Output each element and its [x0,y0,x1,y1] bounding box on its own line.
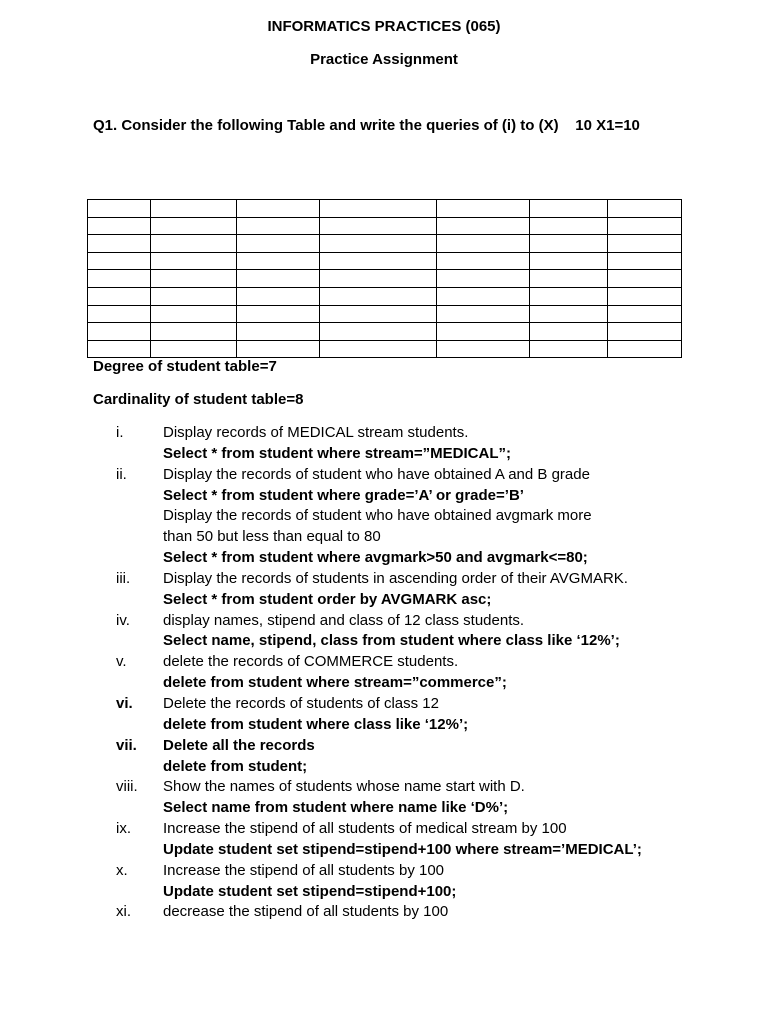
degree-line: Degree of student table=7 [93,358,277,375]
table-cell [88,252,151,270]
table-row [88,323,682,341]
table-cell [437,235,530,253]
table-cell [236,200,319,218]
table-cell [530,235,608,253]
table-cell [88,305,151,323]
sql-query: Select * from student order by AVGMARK asc; [163,590,492,608]
item-text: Increase the stipend of all students by 100 [163,861,445,879]
item-text: decrease the stipend of all students by 100 [163,903,449,921]
table-cell [236,270,319,288]
sql-query: Update student set stipend=stipend+100 where stream=’MEDICAL’; [163,840,642,858]
table-cell [319,270,437,288]
table-row [88,287,682,305]
table-cell [150,270,236,288]
table-cell [236,305,319,323]
item-number: xi. [116,903,131,921]
table-cell [150,287,236,305]
table-cell [88,235,151,253]
item-number: ii. [116,465,127,483]
sql-query: Select * from student where stream=”MEDICAL”; [163,444,511,462]
list-item [0,777,768,798]
table-cell [88,270,151,288]
table-cell [319,252,437,270]
table-cell [319,323,437,341]
table-cell [236,323,319,341]
table-cell [437,305,530,323]
list-item [0,652,768,673]
table-cell [236,217,319,235]
table-cell [319,200,437,218]
list-item [0,694,768,715]
list-item [0,527,768,548]
item-text: display names, stipend and class of 12 class students. [163,611,525,629]
item-number: iii. [116,569,131,587]
table-cell [236,252,319,270]
table-cell [608,217,682,235]
sql-query: Select * from student where grade=’A’ or grade=’B’ [163,486,524,504]
list-item [0,819,768,840]
cardinality-line: Cardinality of student table=8 [93,391,304,408]
list-item [0,861,768,882]
item-text: Display the records of student who have obtained avgmark more [163,507,592,525]
table-cell [437,270,530,288]
sql-query: Select * from student where avgmark>50 and avgmark<=80; [163,549,588,567]
item-text: Show the names of students whose name start with D. [163,778,525,796]
list-item [0,840,768,861]
list-item [0,798,768,819]
list-item [0,757,768,778]
table-cell [150,217,236,235]
table-row [88,217,682,235]
document-subtitle: Practice Assignment [310,51,458,68]
document-title: INFORMATICS PRACTICES (065) [267,18,501,35]
table-cell [88,340,151,358]
table-cell [608,323,682,341]
table-cell [437,323,530,341]
table-cell [319,235,437,253]
list-item [0,569,768,590]
table-cell [608,340,682,358]
list-item [0,423,768,444]
list-item [0,673,768,694]
list-item [0,486,768,507]
item-text: than 50 but less than equal to 80 [163,528,381,546]
table-row [88,200,682,218]
table-cell [530,270,608,288]
item-number: viii. [116,778,138,796]
table-cell [608,200,682,218]
item-text: delete the records of COMMERCE students. [163,653,459,671]
sql-query: delete from student where stream=”commerce”; [163,674,507,692]
table-cell [437,287,530,305]
list-item [0,444,768,465]
table-row [88,235,682,253]
table-cell [319,287,437,305]
table-cell [88,323,151,341]
table-row [88,270,682,288]
table-cell [319,217,437,235]
table-cell [530,287,608,305]
item-number: x. [116,861,128,879]
table-cell [608,235,682,253]
item-number: vi. [116,694,133,712]
table-row [88,252,682,270]
list-item [0,902,768,923]
table-cell [150,340,236,358]
sql-query: Select name from student where name like ‘D%’; [163,799,509,817]
table-cell [150,235,236,253]
table-cell [530,200,608,218]
list-item [0,736,768,757]
table-cell [236,287,319,305]
table-cell [437,200,530,218]
item-text: Increase the stipend of all students of medical stream by 100 [163,820,567,838]
table-cell [608,305,682,323]
sql-query: Delete all the records [163,736,315,754]
list-item [0,465,768,486]
item-number: i. [116,424,124,441]
sql-query: delete from student where class like ‘12%’; [163,715,469,733]
empty-student-table [87,199,682,358]
table-cell [437,252,530,270]
list-item [0,611,768,632]
sql-query: delete from student; [163,757,308,775]
item-text: Display the records of student who have obtained A and B grade [163,465,590,483]
table-cell [437,217,530,235]
item-number: iv. [116,611,130,629]
item-text: Delete the records of students of class 12 [163,694,439,712]
list-item [0,882,768,903]
table-cell [608,252,682,270]
table-cell [236,340,319,358]
table-cell [530,217,608,235]
table-cell [150,200,236,218]
table-cell [608,270,682,288]
item-number: vii. [116,736,137,754]
table-cell [236,235,319,253]
query-list [0,423,768,923]
sql-query: Update student set stipend=stipend+100; [163,882,457,900]
table-cell [608,287,682,305]
table-cell [530,305,608,323]
table-cell [88,200,151,218]
list-item [0,506,768,527]
list-item [0,631,768,652]
table-cell [530,340,608,358]
table-cell [437,340,530,358]
list-item [0,590,768,611]
table-cell [88,217,151,235]
table-cell [319,305,437,323]
sql-query: Select name, stipend, class from student where class like ‘12%’; [163,632,620,650]
table-cell [530,323,608,341]
table-cell [150,252,236,270]
item-text: Display records of MEDICAL stream students. [163,424,469,441]
table-cell [88,287,151,305]
item-number: v. [116,653,127,671]
list-item [0,548,768,569]
question-heading: Q1. Consider the following Table and write the queries of (i) to (X) 10 X1=10 [93,117,640,134]
table-cell [150,323,236,341]
table-cell [150,305,236,323]
list-item [0,715,768,736]
item-text: Display the records of students in ascending order of their AVGMARK. [163,569,628,587]
table-cell [530,252,608,270]
item-number: ix. [116,820,131,838]
table-row [88,305,682,323]
table-cell [319,340,437,358]
table-row [88,340,682,358]
